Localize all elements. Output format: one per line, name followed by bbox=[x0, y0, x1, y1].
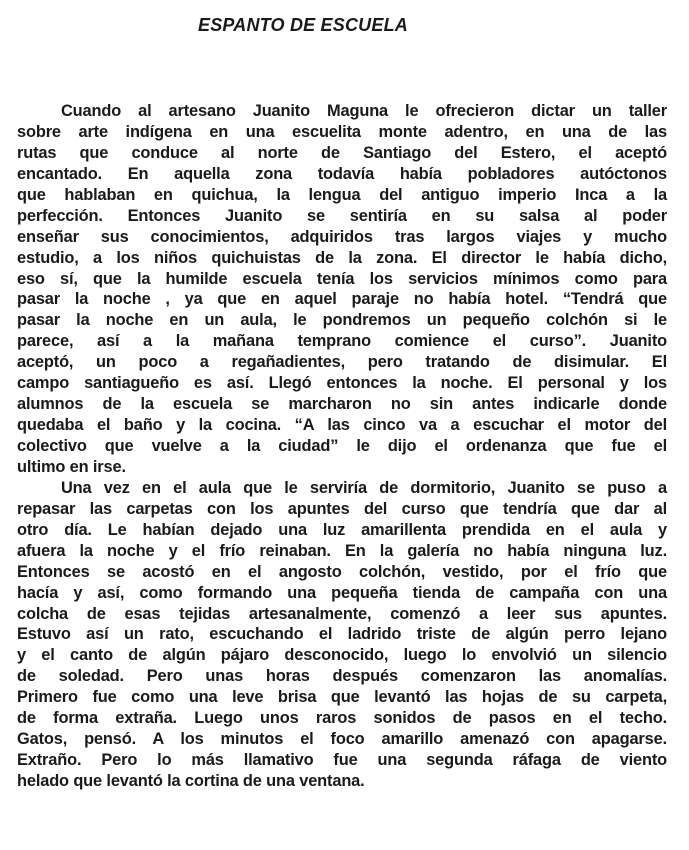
text-line: Cuando al artesano Juanito Maguna le ofrecieron dictar un taller bbox=[61, 102, 667, 120]
text-line: Una vez en el aula que le serviría de dormitorio, Juanito se puso a bbox=[61, 478, 667, 497]
text-line: de soledad. Pero unas horas después comenzaron las anomalías. bbox=[17, 667, 667, 686]
text-line: hacía y así, como formando una pequeña tienda de campaña con una bbox=[17, 583, 667, 602]
text-line: repasar las carpetas con los apuntes del curso que tendría que dar al bbox=[17, 499, 667, 518]
text-line: Estuvo así un rato, escuchando el ladrido triste de algún perro lejano bbox=[17, 625, 667, 644]
text-line: ultimo en irse. bbox=[17, 457, 126, 476]
text-line: Gatos, pensó. A los minutos el foco amarillo amenazó con apagarse. bbox=[17, 730, 667, 749]
text-line: que hablaban en quichua, la lengua del antiguo imperio Inca a la bbox=[17, 185, 667, 204]
text-line: eso sí, que la humilde escuela tenía los servicios mínimos como para bbox=[17, 269, 667, 288]
text-line: perfección. Entonces Juanito se sentiría en su salsa al poder bbox=[17, 206, 667, 225]
text-line: colectivo que vuelve a la ciudad” le dijo el ordenanza que fue el bbox=[17, 437, 667, 455]
text-line: colcha de esas tejidas artesanalmente, comenzó a leer sus apuntes. bbox=[17, 604, 667, 623]
text-line: pasar la noche en un aula, le pondremos un pequeño colchón si le bbox=[17, 311, 667, 330]
text-line: de forma extraña. Luego unos raros sonidos de pasos en el techo. bbox=[17, 709, 667, 728]
text-line: enseñar sus conocimientos, adquiridos tras largos viajes y mucho bbox=[17, 227, 667, 246]
text-line: parece, así a la mañana temprano comience el curso”. Juanito bbox=[17, 332, 667, 351]
story-body bbox=[17, 101, 667, 792]
text-line: quedaba el baño y la cocina. “A las cinco va a escuchar el motor del bbox=[17, 416, 667, 435]
text-line: pasar la noche , ya que en aquel paraje no había hotel. “Tendrá que bbox=[17, 290, 667, 309]
text-line: Extraño. Pero lo más llamativo fue una segunda ráfaga de viento bbox=[17, 751, 667, 770]
text-line: Entonces se acostó en el angosto colchón, vestido, por el frío que bbox=[17, 562, 667, 581]
text-line: Primero fue como una leve brisa que levantó las hojas de su carpeta, bbox=[17, 688, 667, 707]
text-line: alumnos de la escuela se marcharon no sin antes indicarle donde bbox=[17, 395, 667, 414]
text-line: rutas que conduce al norte de Santiago del Estero, el aceptó bbox=[17, 143, 667, 162]
story-title: ESPANTO DE ESCUELA bbox=[198, 15, 408, 35]
text-line: sobre arte indígena en una escuelita monte adentro, en una de las bbox=[17, 122, 667, 141]
text-line: estudio, a los niños quichuistas de la zona. El director le había dicho, bbox=[17, 248, 667, 267]
text-line: afuera la noche y el frío reinaban. En la galería no había ninguna luz. bbox=[17, 541, 667, 560]
text-line: encantado. En aquella zona todavía había pobladores autóctonos bbox=[17, 164, 667, 183]
text-line: y el canto de algún pájaro desconocido, luego lo envolvió un silencio bbox=[17, 646, 667, 665]
text-line: aceptó, un poco a regañadientes, pero tratando de disimular. El bbox=[17, 353, 667, 372]
text-line: otro día. Le habían dejado una luz amarillenta prendida en el aula y bbox=[17, 520, 667, 539]
text-line: campo santiagueño es así. Llegó entonces la noche. El personal y los bbox=[17, 374, 667, 393]
text-line: helado que levantó la cortina de una ventana. bbox=[17, 772, 365, 790]
